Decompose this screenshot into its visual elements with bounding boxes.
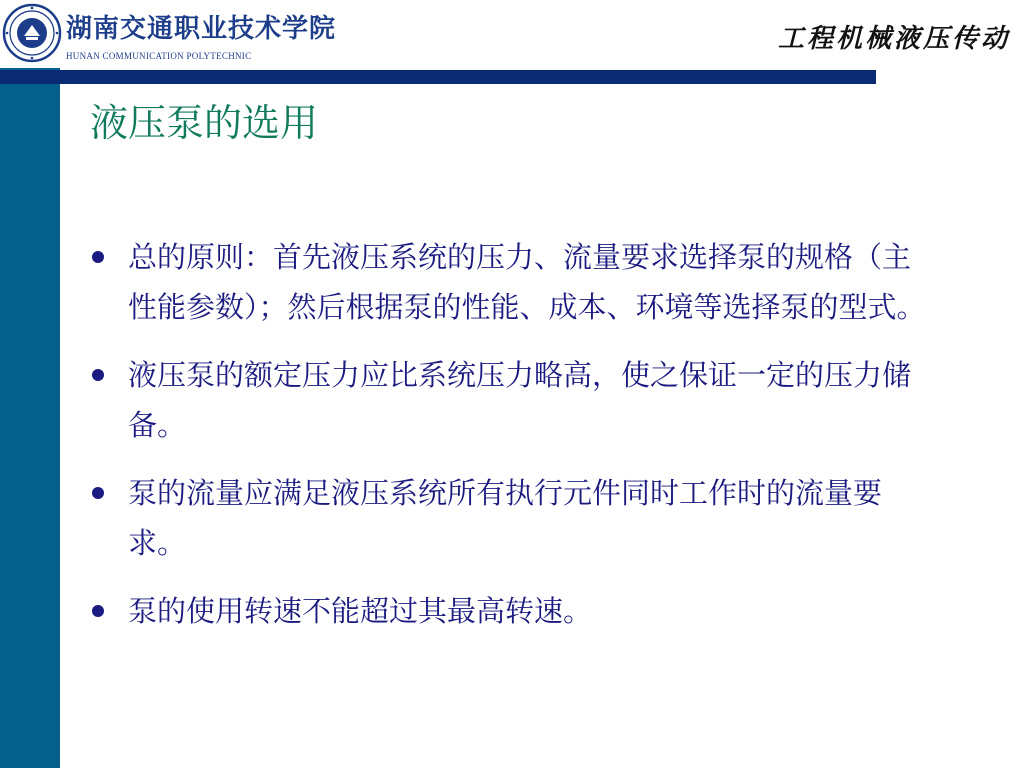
bullet-item — [88, 586, 928, 636]
course-name: 工程机械液压传动 — [777, 24, 1010, 54]
bullet-item — [88, 350, 928, 450]
slide-title: 液压泵的选用 — [90, 101, 319, 145]
school-name-english: HUNAN COMMUNICATION POLYTECHNIC — [66, 51, 252, 61]
bullet-dot-icon — [92, 605, 104, 617]
left-accent-bar — [0, 68, 60, 768]
bullet-item — [88, 232, 928, 332]
bullet-dot-icon — [92, 251, 104, 263]
bullet-dot-icon — [92, 487, 104, 499]
bullet-dot-icon — [92, 369, 104, 381]
bullet-text: 泵的流量应满足液压系统所有执行元件同时工作时的流量要求。 — [128, 476, 883, 560]
school-emblem-icon — [2, 3, 62, 63]
bullet-text: 总的原则：首先液压系统的压力、流量要求选择泵的规格（主性能参数）；然后根据泵的性能、成本、环境等选择泵的型式。 — [128, 240, 926, 324]
bullet-text: 液压泵的额定压力应比系统压力略高，使之保证一定的压力储备。 — [128, 358, 912, 442]
header-rule — [0, 70, 876, 84]
bullet-list — [88, 232, 928, 654]
school-name: 湖南交通职业技术学院 — [66, 14, 337, 44]
bullet-text: 泵的使用转速不能超过其最高转速。 — [128, 594, 593, 628]
bullet-item — [88, 468, 928, 568]
